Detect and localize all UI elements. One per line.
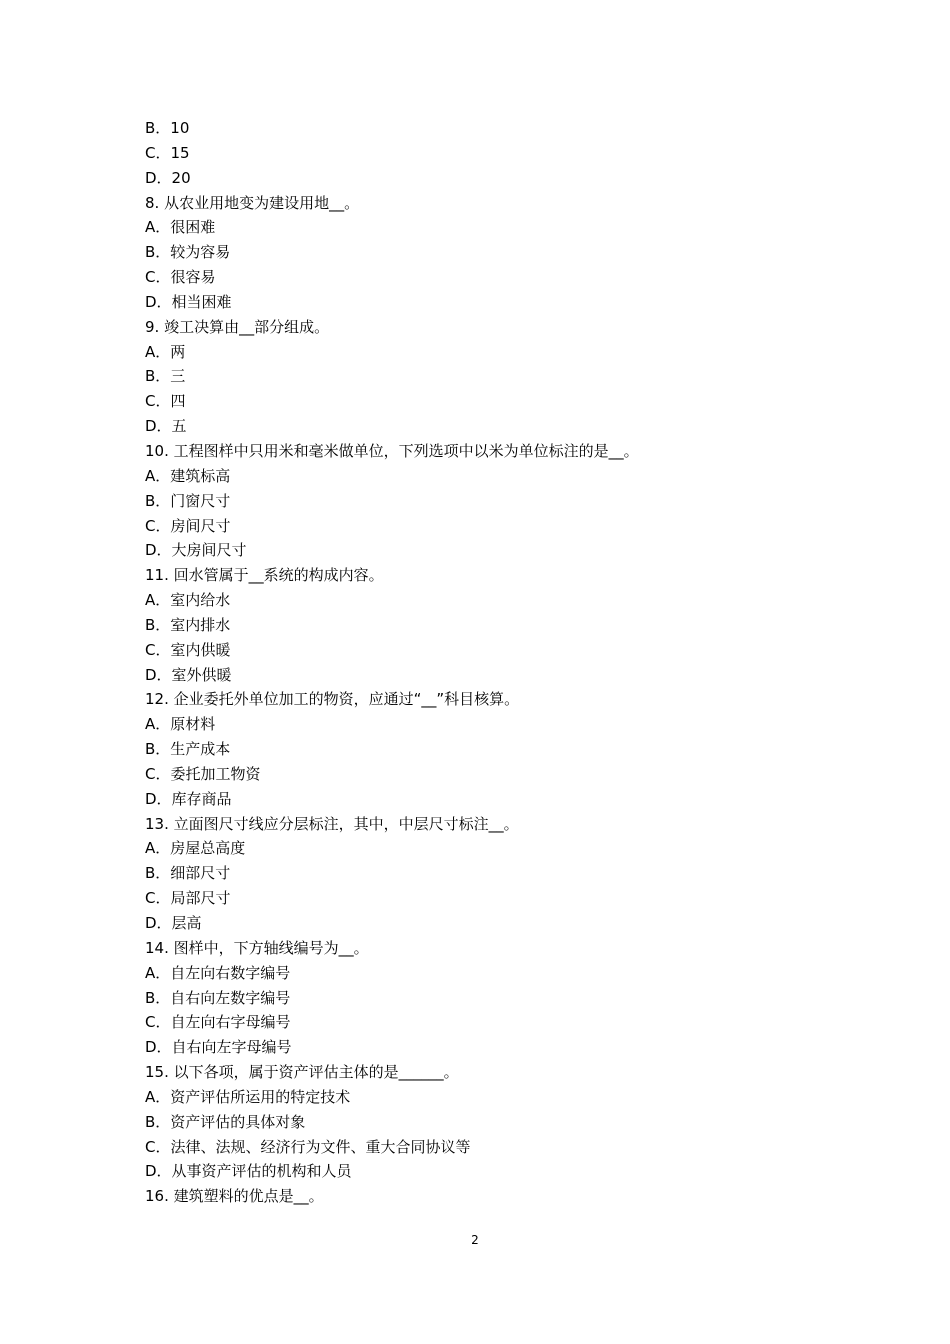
- answer-option: A．很困难: [145, 218, 216, 237]
- answer-option: A．自左向右数字编号: [145, 963, 291, 982]
- question-stem: 10. 工程图样中只用米和毫米做单位，下列选项中以米为单位标注的是__。: [145, 441, 639, 460]
- answer-option: C．很容易: [145, 268, 216, 287]
- question-stem: 9. 竣工决算由__部分组成。: [145, 317, 330, 336]
- answer-option: C．自左向右字母编号: [145, 1013, 291, 1032]
- answer-option: D．室外供暖: [145, 665, 232, 684]
- answer-option: A．房屋总高度: [145, 839, 246, 858]
- answer-option: B．细部尺寸: [145, 864, 231, 883]
- answer-option: D．相当困难: [145, 292, 232, 311]
- question-stem: 11. 回水管属于__系统的构成内容。: [145, 566, 384, 585]
- answer-option: C．法律、法规、经济行为文件、重大合同协议等: [145, 1137, 471, 1156]
- answer-option: B．生产成本: [145, 740, 231, 759]
- answer-option: C．委托加工物资: [145, 764, 261, 783]
- answer-option: A．资产评估所运用的特定技术: [145, 1087, 351, 1106]
- answer-option: C．四: [145, 392, 186, 411]
- answer-option: D．从事资产评估的机构和人员: [145, 1162, 352, 1181]
- answer-option: D．层高: [145, 914, 202, 932]
- question-stem: 13. 立面图尺寸线应分层标注，其中，中层尺寸标注__。: [145, 814, 519, 833]
- answer-option: B．较为容易: [145, 243, 231, 262]
- question-stem: 16. 建筑塑料的优点是__。: [145, 1187, 324, 1206]
- answer-option: B．门窗尺寸: [145, 491, 231, 510]
- question-stem: 14. 图样中，下方轴线编号为__。: [145, 938, 369, 957]
- answer-option: C．局部尺寸: [145, 889, 231, 908]
- document-body: [145, 116, 845, 1209]
- answer-option: A．建筑标高: [145, 466, 231, 485]
- question-stem: 8. 从农业用地变为建设用地__。: [145, 193, 360, 212]
- answer-option: A．室内给水: [145, 591, 231, 610]
- question-stem: 12. 企业委托外单位加工的物资，应通过“__”科目核算。: [145, 690, 520, 709]
- answer-option: C．房间尺寸: [145, 516, 231, 535]
- answer-option: A．原材料: [145, 715, 216, 734]
- answer-option: B．10: [145, 119, 190, 137]
- page-number: 2: [471, 1233, 479, 1247]
- answer-option: C．室内供暖: [145, 640, 231, 659]
- question-stem: 15. 以下各项，属于资产评估主体的是______。: [145, 1063, 459, 1082]
- answer-option: C．15: [145, 143, 190, 162]
- answer-option: B．室内排水: [145, 615, 231, 634]
- answer-option: B．自右向左数字编号: [145, 988, 291, 1007]
- answer-option: D．20: [145, 168, 191, 187]
- answer-option: B．资产评估的具体对象: [145, 1112, 306, 1131]
- answer-option: D．库存商品: [145, 789, 232, 808]
- answer-option: D．五: [145, 417, 187, 436]
- answer-option: B．三: [145, 367, 186, 386]
- answer-option: A．两: [145, 342, 186, 361]
- answer-option: D．自右向左字母编号: [145, 1038, 292, 1057]
- answer-option: D．大房间尺寸: [145, 541, 247, 560]
